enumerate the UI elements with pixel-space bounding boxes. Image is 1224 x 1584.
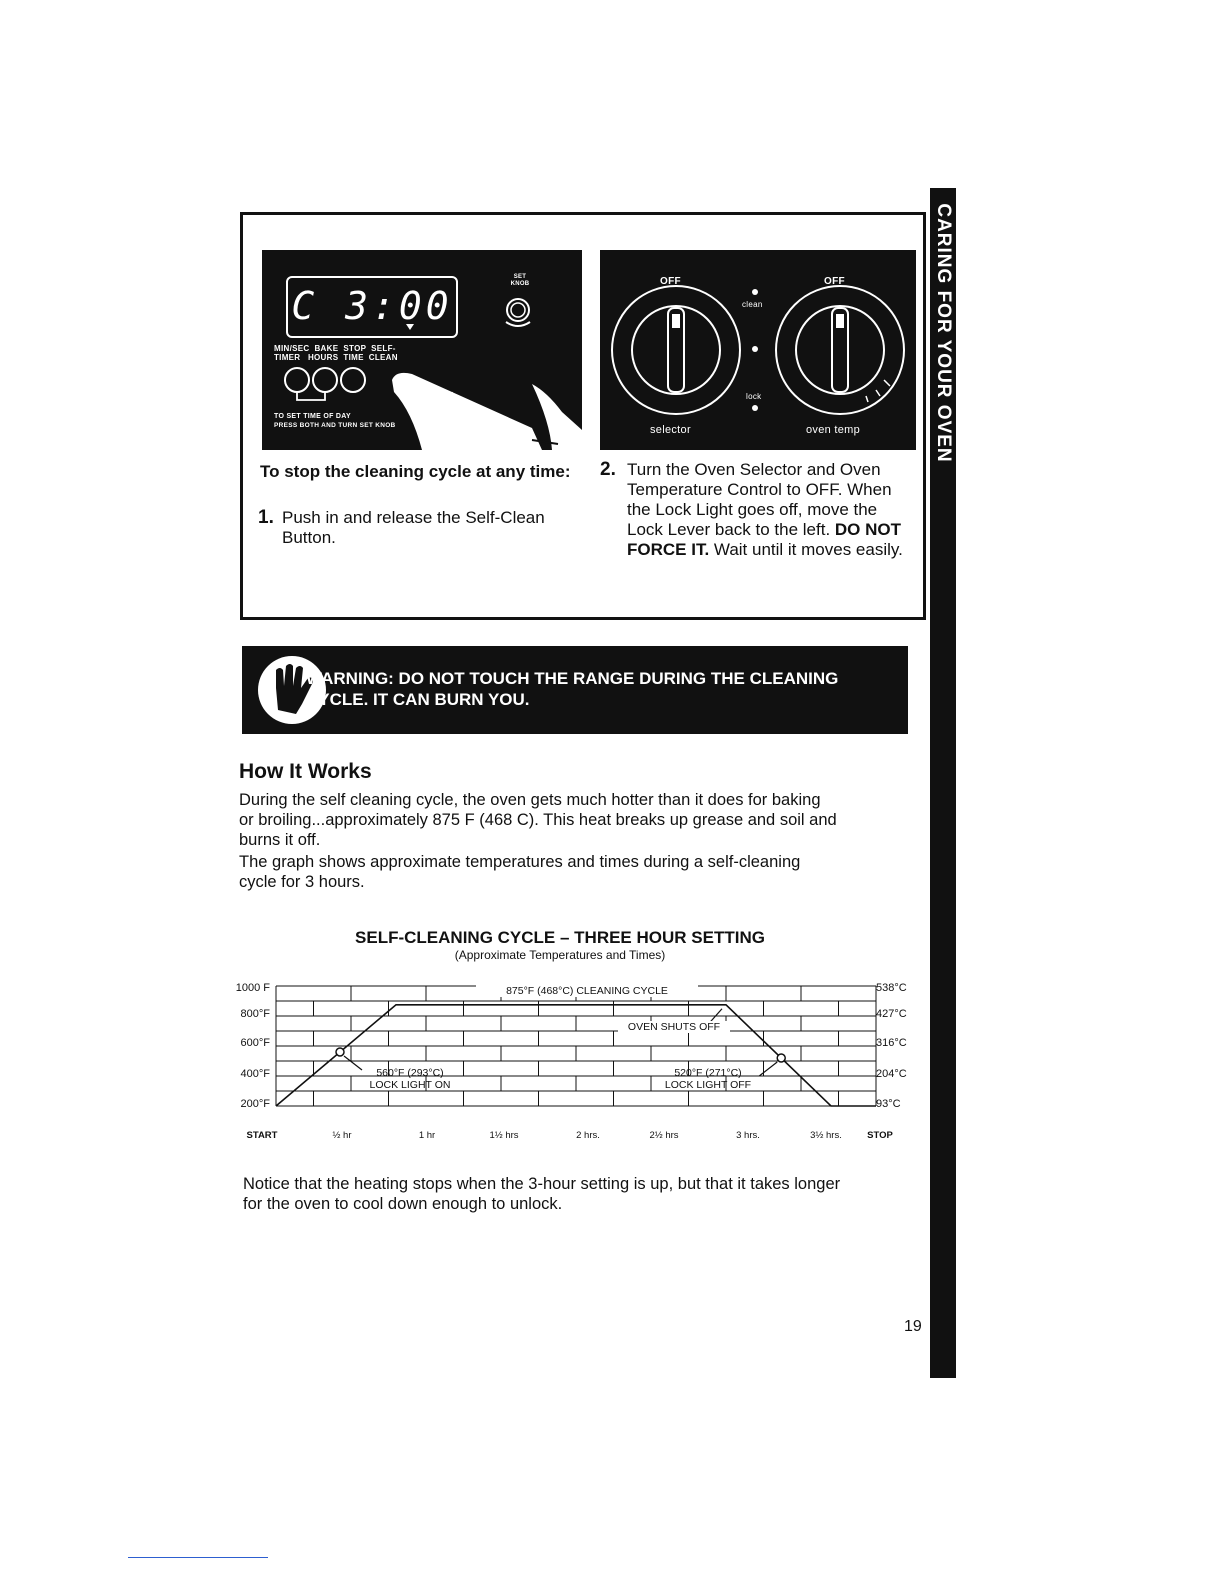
lock-on-text: LOCK LIGHT ON bbox=[369, 1079, 451, 1091]
x-tick-2hr: 2 hrs. bbox=[576, 1130, 600, 1141]
para2-line2: cycle for 3 hours. bbox=[239, 873, 365, 891]
para2-line1: The graph shows approximate temperatures and times during a self-cleaning bbox=[239, 853, 801, 871]
time-of-day-note-line1: TO SET TIME OF DAY bbox=[274, 413, 351, 420]
step2-body: Turn the Oven Selector and Oven Temperature Control to OFF. When the Lock Light goes off, move the Lock Lever back to the left. bbox=[627, 460, 892, 539]
lock-off-arrow bbox=[759, 1062, 777, 1076]
warning-text bbox=[306, 668, 886, 710]
para1-line3: burns it off. bbox=[239, 831, 321, 849]
y-tick-left-400: 400°F bbox=[240, 1068, 270, 1080]
selector-label: selector bbox=[650, 424, 691, 436]
oven-shuts-off-label: OVEN SHUTS OFF bbox=[618, 1021, 730, 1033]
y-tick-left-200: 200°F bbox=[240, 1098, 270, 1110]
cleaning-cycle-label: 875°F (468°C) CLEANING CYCLE bbox=[476, 985, 698, 997]
how-it-works-heading: How It Works bbox=[239, 760, 372, 783]
self-cleaning-graph bbox=[270, 980, 880, 1120]
lock-light-label: lock bbox=[746, 392, 762, 401]
page-number: 19 bbox=[904, 1318, 922, 1335]
y-tick-left-1000: 1000 F bbox=[235, 982, 270, 994]
dials-panel-illustration bbox=[600, 250, 916, 450]
display-indicator-icon bbox=[406, 324, 414, 330]
para1-line2: or broiling...approximately 875 F (468 C). This heat breaks up grease and soil and bbox=[239, 811, 837, 829]
y-tick-right-538: 538°C bbox=[876, 982, 907, 994]
notice-line1: Notice that the heating stops when the 3-hour setting is up, but that it takes longer bbox=[243, 1175, 841, 1193]
set-knob-icon bbox=[498, 292, 538, 328]
button-labels-line1: MIN/SEC BAKE STOP SELF- bbox=[274, 344, 396, 353]
y-tick-left-600: 600°F bbox=[240, 1037, 270, 1049]
x-tick-1hr: 1 hr bbox=[418, 1130, 436, 1141]
notice-line2: for the oven to cool down enough to unlock. bbox=[243, 1195, 563, 1213]
lock-on-label bbox=[360, 1067, 460, 1091]
graph-subtitle: (Approximate Temperatures and Times) bbox=[454, 948, 666, 962]
x-tick-3-5hr: 3½ hrs. bbox=[810, 1130, 842, 1141]
lock-off-label bbox=[656, 1067, 760, 1091]
lock-off-temp: 520°F (271°C) bbox=[674, 1067, 742, 1079]
step2-emphasis: DO NOT FORCE IT. bbox=[627, 520, 902, 559]
warning-line2: CYCLE. IT CAN BURN YOU. bbox=[306, 690, 530, 709]
time-of-day-note-line2: PRESS BOTH AND TURN SET KNOB bbox=[274, 422, 396, 429]
side-tab-label-box bbox=[930, 188, 956, 478]
step1-text: Push in and release the Self-Clean Button. bbox=[282, 508, 545, 547]
y-tick-right-316: 316°C bbox=[876, 1037, 907, 1049]
oven-temp-label: oven temp bbox=[806, 424, 861, 436]
stop-cycle-heading: To stop the cleaning cycle at any time: bbox=[260, 462, 571, 481]
button-labels-line2: TIMER HOURS TIME CLEAN bbox=[274, 353, 398, 362]
x-tick-start: START bbox=[246, 1130, 278, 1141]
lock-on-marker bbox=[336, 1048, 344, 1056]
step1-number: 1. bbox=[258, 507, 274, 528]
oven-dials-icon bbox=[600, 250, 916, 450]
y-tick-right-427: 427°C bbox=[876, 1008, 907, 1020]
footer-rule bbox=[128, 1557, 268, 1558]
step2-text bbox=[627, 460, 917, 560]
temp-off-label: OFF bbox=[824, 276, 845, 287]
display-readout: C 3:00 bbox=[291, 284, 453, 328]
x-tick-stop: STOP bbox=[867, 1130, 893, 1141]
y-tick-right-204: 204°C bbox=[876, 1068, 907, 1080]
graph-title: SELF-CLEANING CYCLE – THREE HOUR SETTING bbox=[355, 928, 765, 947]
x-tick-half-hr: ½ hr bbox=[332, 1130, 352, 1141]
control-panel-illustration bbox=[262, 250, 582, 450]
y-tick-right-93: 93°C bbox=[876, 1098, 901, 1110]
step2-tail: Wait until it moves easily. bbox=[713, 540, 903, 559]
clean-light-label: clean bbox=[742, 300, 763, 309]
clock-display bbox=[286, 276, 458, 338]
y-tick-left-800: 800°F bbox=[240, 1008, 270, 1020]
control-buttons-icon bbox=[282, 364, 392, 408]
warning-line1: WARNING: DO NOT TOUCH THE RANGE DURING THE CLEANING bbox=[306, 669, 839, 688]
x-tick-3hr: 3 hrs. bbox=[736, 1130, 760, 1141]
pressing-finger-icon bbox=[382, 362, 582, 450]
side-tab-label: CARING FOR YOUR OVEN bbox=[933, 203, 954, 463]
lock-on-temp: 560°F (293°C) bbox=[376, 1067, 444, 1079]
selector-off-label: OFF bbox=[660, 276, 681, 287]
step2-number: 2. bbox=[600, 459, 616, 480]
para1-line1: During the self cleaning cycle, the oven gets much hotter than it does for baking bbox=[239, 791, 821, 809]
lock-off-text: LOCK LIGHT OFF bbox=[664, 1079, 752, 1091]
lock-off-marker bbox=[777, 1054, 785, 1062]
x-tick-2-5hr: 2½ hrs bbox=[649, 1130, 679, 1141]
set-knob-label: SET KNOB bbox=[510, 274, 530, 287]
x-tick-1-5hr: 1½ hrs bbox=[489, 1130, 519, 1141]
